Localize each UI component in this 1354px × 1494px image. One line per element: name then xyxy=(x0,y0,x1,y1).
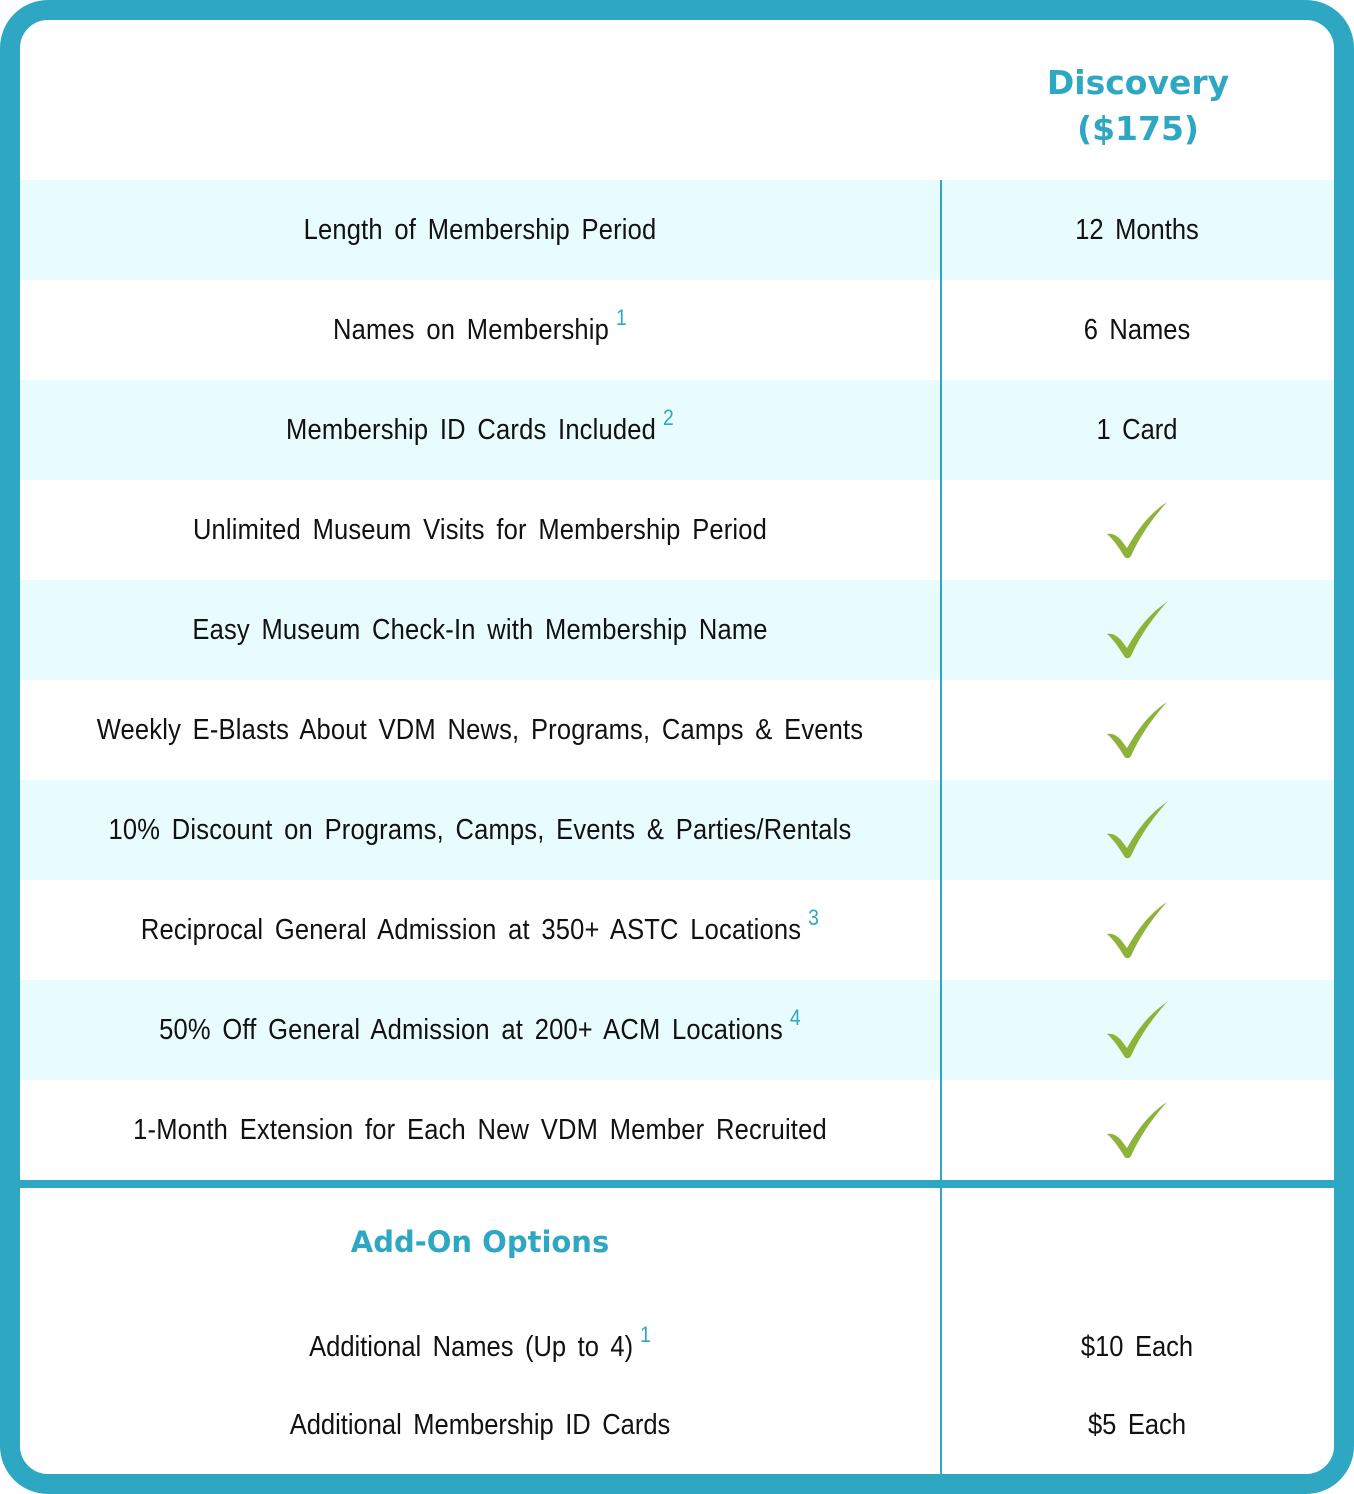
benefit-row xyxy=(20,180,1334,280)
benefit-label: Membership ID Cards Included $^2$ xyxy=(286,405,674,446)
footnote-marker: 4 xyxy=(789,1005,801,1031)
addon-price: $10 Each xyxy=(1080,1330,1194,1363)
checkmark-icon xyxy=(1105,1000,1169,1060)
footnote-marker: 3 xyxy=(808,905,820,931)
included-cell xyxy=(940,1100,1334,1160)
benefit-row xyxy=(20,880,1334,980)
included-cell xyxy=(940,1000,1334,1060)
included-cell xyxy=(940,700,1334,760)
benefit-value: 6 Names xyxy=(1083,313,1191,346)
benefit-row xyxy=(20,980,1334,1080)
benefit-label: Unlimited Museum Visits for Membership Period xyxy=(192,513,768,546)
benefit-row xyxy=(20,580,1334,680)
addon-label: Additional Names (Up to 4) $^1$ xyxy=(309,1322,651,1363)
plan-name: Discovery xyxy=(1046,63,1230,102)
benefit-label: 1-Month Extension for Each New VDM Member Recruited xyxy=(133,1113,827,1146)
checkmark-icon xyxy=(1105,900,1169,960)
included-cell xyxy=(940,600,1334,660)
addon-price: $5 Each xyxy=(1087,1408,1187,1441)
benefit-label: 50% Off General Admission at 200+ ACM Locations $^4$ xyxy=(159,1005,801,1046)
checkmark-icon xyxy=(1105,700,1169,760)
benefit-value: 1 Card xyxy=(1096,413,1178,446)
addon-label: Additional Membership ID Cards xyxy=(289,1408,671,1441)
benefit-label: Easy Museum Check-In with Membership Name xyxy=(192,613,768,646)
checkmark-icon xyxy=(1105,800,1169,860)
plan-price: ($175) xyxy=(1076,109,1199,148)
benefit-row xyxy=(20,780,1334,880)
membership-table xyxy=(20,20,1334,1474)
plan-header xyxy=(942,60,1334,152)
benefit-label: 10% Discount on Programs, Camps, Events & Parties/Rentals xyxy=(108,813,852,846)
benefit-label: Length of Membership Period xyxy=(303,213,657,246)
checkmark-icon xyxy=(1105,500,1169,560)
section-divider xyxy=(20,1180,1334,1188)
benefit-label: Reciprocal General Admission at 350+ ASTC Locations $^3$ xyxy=(140,905,820,946)
column-divider xyxy=(940,180,942,1474)
benefit-rows xyxy=(20,180,1334,1180)
addon-row xyxy=(20,1395,1334,1455)
included-cell xyxy=(940,800,1334,860)
benefit-row xyxy=(20,480,1334,580)
included-cell xyxy=(940,500,1334,560)
benefit-value: 12 Months xyxy=(1075,213,1199,246)
addon-row xyxy=(20,1317,1334,1377)
included-cell xyxy=(940,900,1334,960)
checkmark-icon xyxy=(1105,600,1169,660)
checkmark-icon xyxy=(1105,1100,1169,1160)
benefit-row xyxy=(20,1080,1334,1180)
benefit-label: Names on Membership $^1$ xyxy=(333,305,627,346)
benefit-row xyxy=(20,280,1334,380)
benefit-row xyxy=(20,380,1334,480)
footnote-marker: 1 xyxy=(640,1322,651,1348)
footnote-marker: 1 xyxy=(616,305,627,331)
benefit-row xyxy=(20,680,1334,780)
benefit-label: Weekly E-Blasts About VDM News, Programs, Camps & Events xyxy=(96,713,864,746)
footnote-marker: 2 xyxy=(662,405,674,431)
addon-title: Add-On Options xyxy=(350,1225,610,1259)
